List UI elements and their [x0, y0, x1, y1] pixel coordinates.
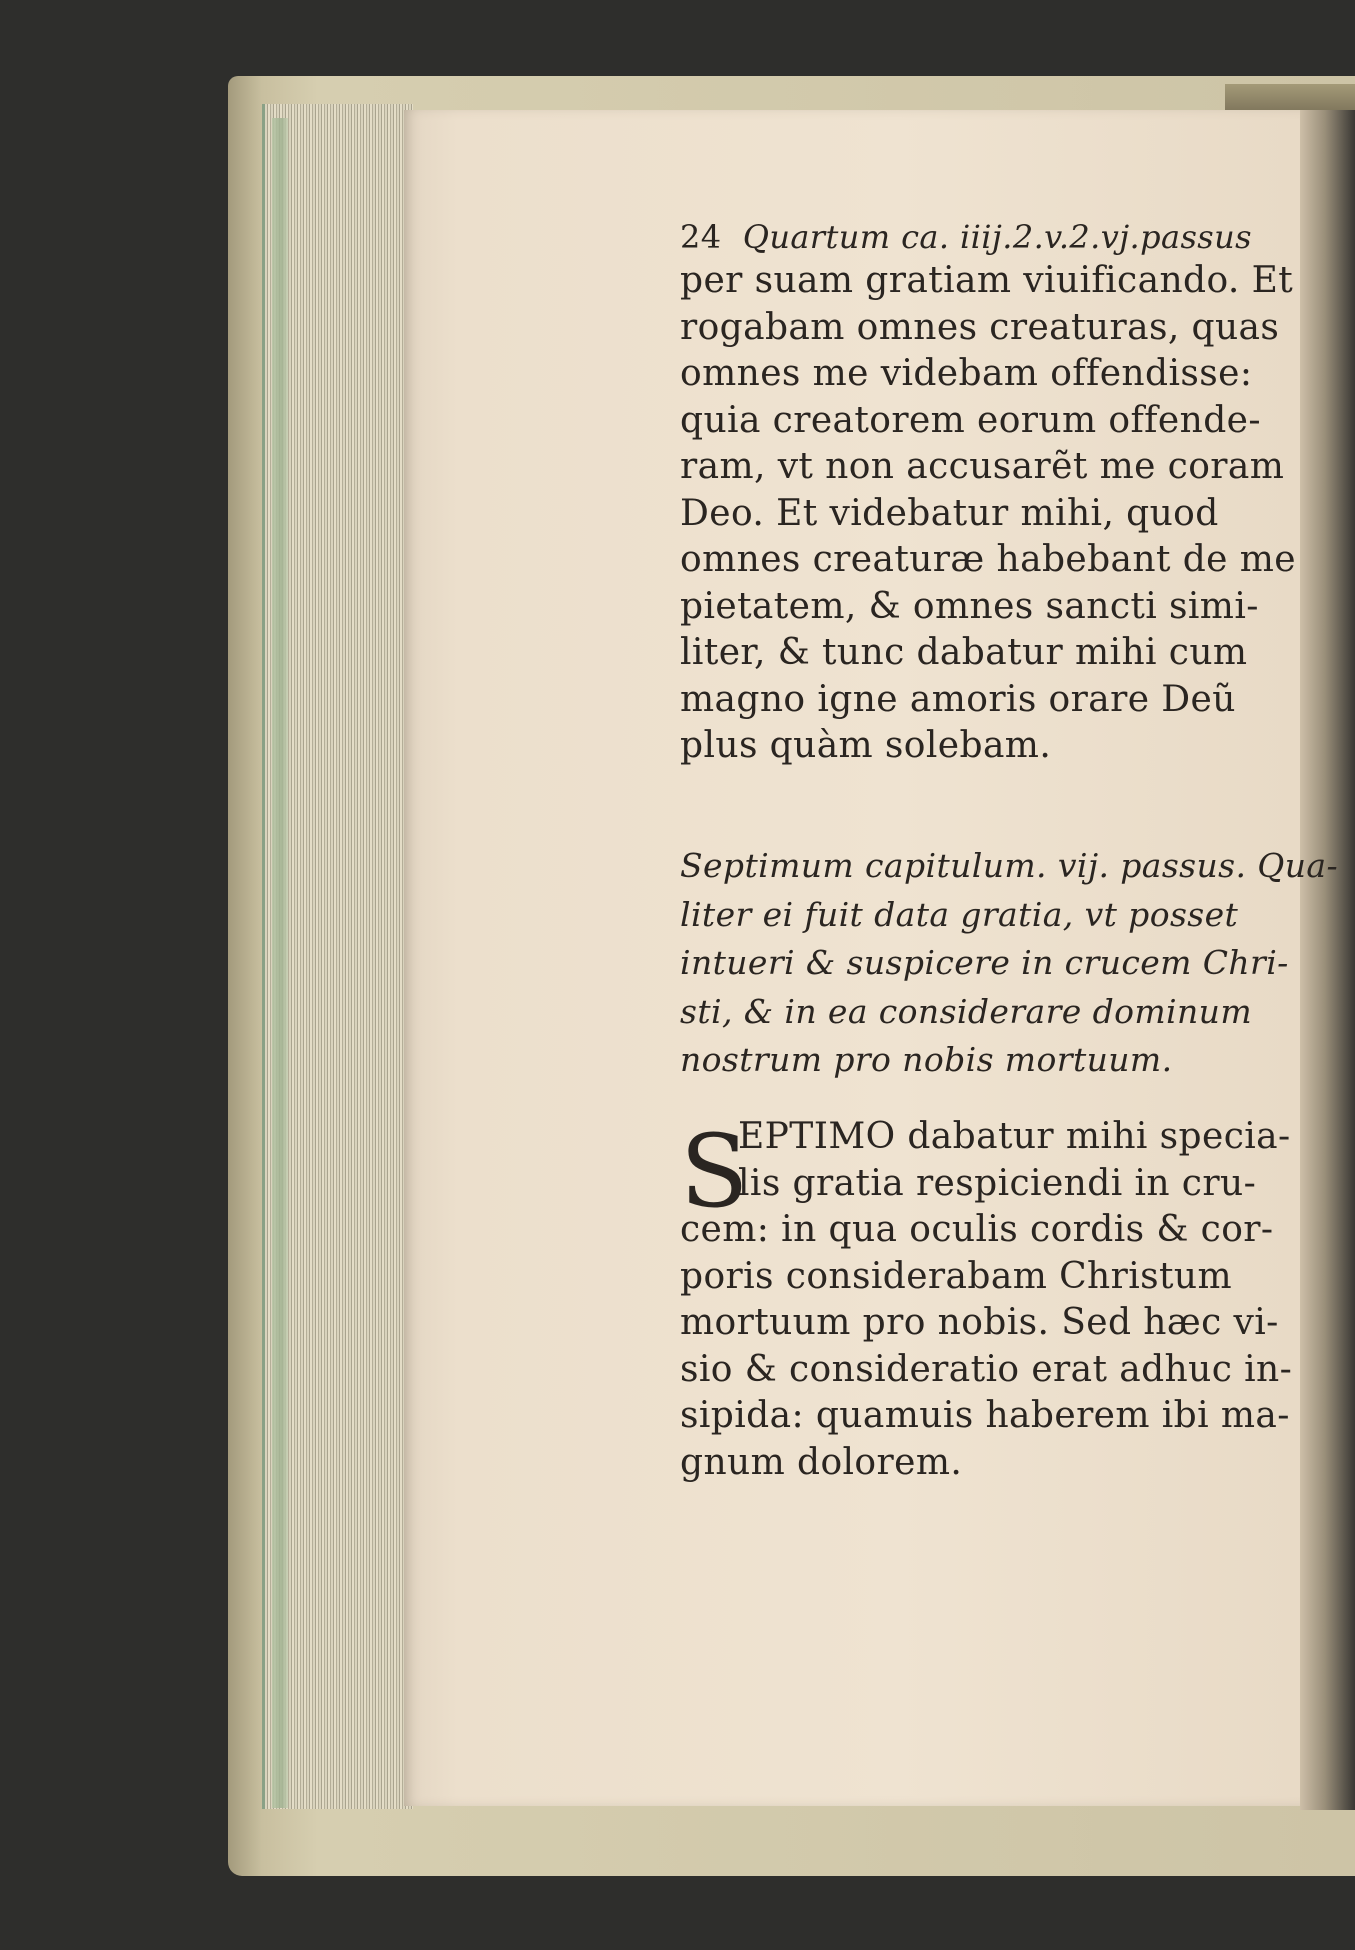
body-line: sio & consideratio erat adhuc in- — [680, 1348, 1293, 1390]
body-line: Deo. Et videbatur mihi, quod — [680, 492, 1219, 534]
body-line: mortuum pro nobis. Sed hæc vi- — [680, 1302, 1279, 1343]
body-line: per suam gratiam viuificando. Et — [680, 260, 1294, 301]
body-line: cem: in qua oculis cordis & cor- — [680, 1209, 1274, 1250]
page-number: 24 — [680, 218, 722, 256]
chapter-heading-line: intueri & suspicere in crucem Chri- — [680, 943, 1289, 982]
gutter-shadow — [1300, 110, 1355, 1810]
running-head-title: Quartum ca. iiij.2.v.2.vj.passus — [742, 218, 1252, 256]
body-line: pietatem, & omnes sancti simi- — [680, 585, 1259, 627]
body-line: sipida: quamuis haberem ibi ma- — [680, 1395, 1290, 1436]
chapter-heading-line: liter ei fuit data gratia, vt posset — [680, 894, 1239, 934]
body-line: gnum dolorem. — [680, 1441, 963, 1483]
body-line: plus quàm solebam. — [680, 725, 1052, 766]
body-line: poris considerabam Christum — [680, 1255, 1232, 1297]
body-line: magno igne amoris orare Deũ — [680, 678, 1236, 720]
chapter-heading-line: sti, & in ea considerare dominum — [680, 991, 1253, 1031]
body-line: EPTIMO dabatur mihi specia- — [738, 1116, 1291, 1157]
body-line: lis gratia respiciendi in cru- — [738, 1162, 1257, 1204]
body-line: omnes me videbam offendisse: — [680, 353, 1253, 394]
running-head — [680, 218, 1252, 256]
body-line: omnes creaturæ habebant de me — [680, 539, 1296, 580]
body-line: liter, & tunc dabatur mihi cum — [680, 632, 1248, 673]
body-line: quia creatorem eorum offende- — [680, 399, 1261, 441]
drop-cap: S — [680, 1113, 749, 1230]
chapter-heading-line: nostrum pro nobis mortuum. — [680, 1040, 1173, 1079]
green-fore-edge — [272, 118, 288, 1808]
body-line: ram, vt non accusarẽt me coram — [680, 446, 1285, 487]
body-line: rogabam omnes creaturas, quas — [680, 306, 1280, 348]
chapter-heading-line: Septimum capitulum. vij. passus. Qua- — [680, 846, 1339, 885]
